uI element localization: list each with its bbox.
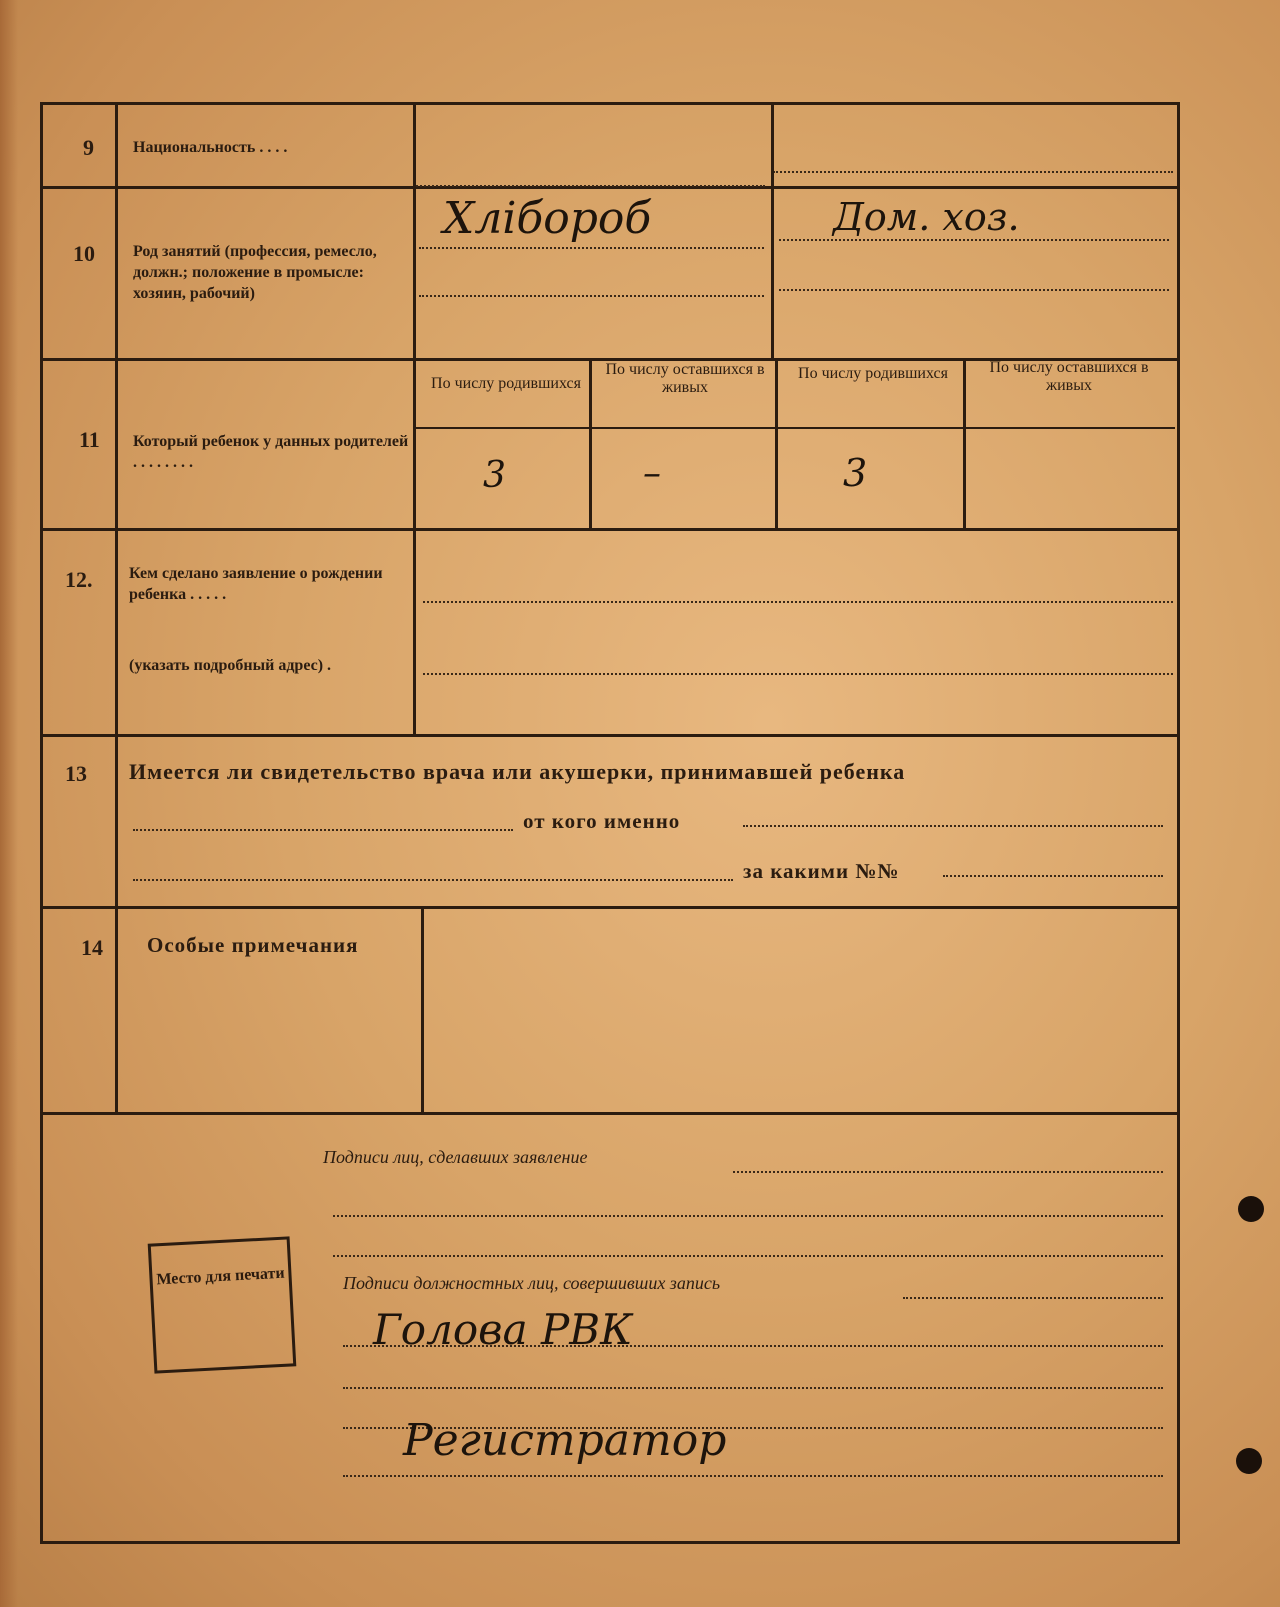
- header-born-father: По числу родившихся: [431, 375, 581, 392]
- certificate-question: Имеется ли свидетельство врача или акушерки, принимавшей ребенка: [129, 759, 906, 784]
- row-number: 9: [83, 135, 94, 160]
- row-11: [43, 361, 1177, 531]
- nationality-label: Национальность . . . .: [133, 139, 288, 156]
- numbers-label: за какими №№: [743, 859, 900, 883]
- header-born-mother: По числу родившихся: [798, 365, 948, 382]
- declarants-signature-label: Подписи лиц, сделавших заявление: [323, 1147, 588, 1167]
- occupation-label: Род занятий (профессия, ремесло, должн.; положение в промысле: хозяин, рабочий): [133, 243, 377, 302]
- row-number: 11: [79, 427, 100, 452]
- header-living-mother: По числу оставшихся в живых: [989, 359, 1149, 394]
- registrar-signature: Регистратор: [403, 1415, 727, 1466]
- row-9: [43, 105, 1177, 189]
- row-12: [43, 531, 1177, 737]
- row-number: 12.: [65, 567, 93, 592]
- binding-hole: [1236, 1448, 1262, 1474]
- header-living-father: По числу оставшихся в живых: [605, 361, 765, 396]
- value-born-father: 3: [483, 455, 506, 496]
- declarant-label: Кем сделано заявление о рождении ребенка . . . . .: [129, 565, 383, 603]
- row-number: 14: [81, 935, 103, 960]
- form-table: [40, 102, 1180, 1544]
- paper-edge: [0, 0, 18, 1607]
- notes-label: Особые примечания: [147, 933, 359, 957]
- binding-hole: [1238, 1196, 1264, 1222]
- occupation-father: Хлібороб: [443, 193, 652, 244]
- row-number: 10: [73, 241, 95, 266]
- row-10: [43, 189, 1177, 361]
- from-whom-label: от кого именно: [523, 809, 681, 833]
- officials-signature-label: Подписи должностных лиц, совершивших запись: [343, 1273, 721, 1293]
- value-living-father: –: [643, 453, 661, 494]
- head-signature: Голова РВК: [373, 1305, 633, 1354]
- row-number: 13: [65, 761, 87, 786]
- occupation-mother: Дом. хоз.: [833, 195, 1020, 239]
- row-14: [43, 909, 1177, 1115]
- stamp-placeholder: Место для печати: [148, 1236, 297, 1373]
- address-label: (указать подробный адрес) .: [129, 657, 332, 674]
- value-born-mother: 3: [843, 451, 868, 495]
- row-13: [43, 737, 1177, 909]
- child-order-label: Который ребенок у данных родителей . . . . . . . .: [133, 433, 409, 471]
